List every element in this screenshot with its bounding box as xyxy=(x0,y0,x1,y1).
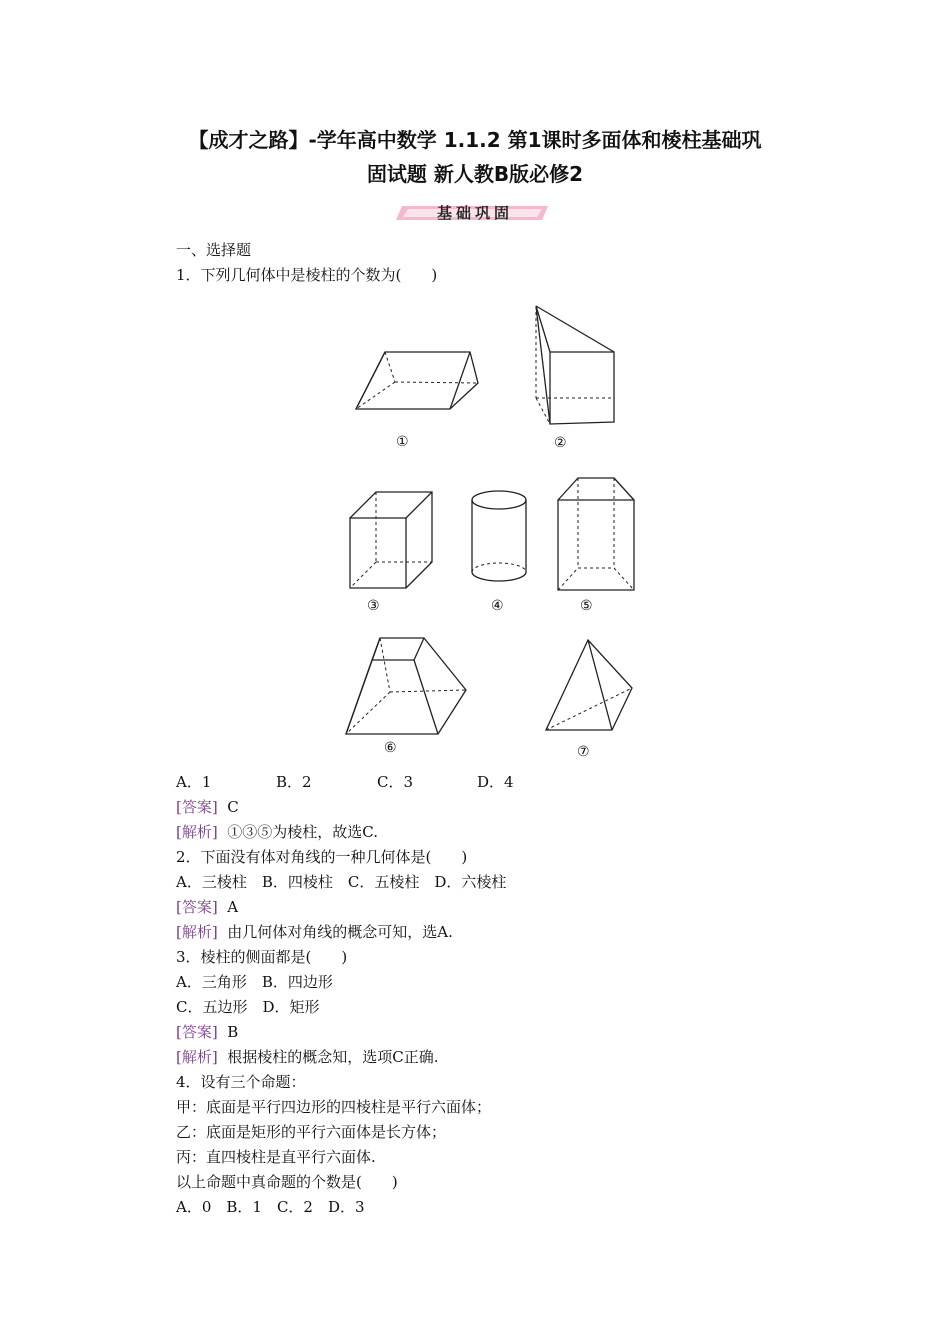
figure-3-caption: ③ xyxy=(367,598,380,614)
analysis-tag: [解析] xyxy=(176,923,218,941)
analysis-text: 由几何体对角线的概念可知，选A. xyxy=(227,923,453,941)
figure-3-box xyxy=(344,488,436,594)
q1-option-a: A．1 xyxy=(176,773,212,791)
answer-value: A xyxy=(227,898,239,916)
figure-6-frustum xyxy=(342,634,470,738)
figure-4-caption: ④ xyxy=(491,598,504,614)
q3-analysis xyxy=(176,1047,439,1067)
analysis-tag: [解析] xyxy=(176,1048,218,1066)
q3-stem: 3．棱柱的侧面都是( ) xyxy=(176,948,348,966)
q1-stem: 1．下列几何体中是棱柱的个数为( ) xyxy=(176,266,438,284)
q3-answer xyxy=(176,1022,238,1042)
q1-option-b: B．2 xyxy=(276,773,312,791)
figure-4-cylinder xyxy=(468,488,530,588)
figure-2-solid xyxy=(528,302,620,430)
figure-5-prism xyxy=(554,474,638,596)
q1-analysis xyxy=(176,822,378,842)
answer-value: B xyxy=(227,1023,239,1041)
q4-proposition-1: 甲：底面是平行四边形的四棱柱是平行六面体； xyxy=(176,1098,492,1116)
q2-analysis xyxy=(176,922,453,942)
section-heading: 一、选择题 xyxy=(176,241,252,259)
figure-1-caption: ① xyxy=(396,434,409,450)
q4-options: A．0 B．1 C．2 D．3 xyxy=(176,1198,365,1216)
analysis-text: 根据棱柱的概念知，选项C正确. xyxy=(227,1048,439,1066)
figure-7-caption: ⑦ xyxy=(577,744,590,760)
figure-1-oblique-prism xyxy=(350,345,485,415)
q4-proposition-2: 乙：底面是矩形的平行六面体是长方体； xyxy=(176,1123,447,1141)
analysis-tag: [解析] xyxy=(176,823,218,841)
q4-ask: 以上命题中真命题的个数是( ) xyxy=(176,1173,398,1191)
figure-6-caption: ⑥ xyxy=(384,740,397,756)
q3-options-row2: C．五边形 D．矩形 xyxy=(176,998,320,1016)
q4-proposition-3: 丙：直四棱柱是直平行六面体. xyxy=(176,1148,376,1166)
figure-2-caption: ② xyxy=(554,435,567,451)
q2-options: A．三棱柱 B．四棱柱 C．五棱柱 D．六棱柱 xyxy=(176,873,507,891)
answer-tag: [答案] xyxy=(176,1023,218,1041)
figure-5-caption: ⑤ xyxy=(580,598,593,614)
answer-value: C xyxy=(227,798,239,816)
figure-7-tetrahedron xyxy=(542,636,636,734)
doc-title-line1: 【成才之路】-学年高中数学 1.1.2 第1课时多面体和棱柱基础巩 xyxy=(188,128,762,152)
answer-tag: [答案] xyxy=(176,898,218,916)
q1-option-c: C．3 xyxy=(377,773,414,791)
badge-label: 基础巩固 xyxy=(436,204,513,222)
q1-option-d: D．4 xyxy=(477,773,514,791)
answer-tag: [答案] xyxy=(176,798,218,816)
q2-answer xyxy=(176,897,238,917)
q3-options-row1: A．三角形 B．四边形 xyxy=(176,973,333,991)
doc-title-line2: 固试题 新人教B版必修2 xyxy=(366,162,584,186)
q1-answer xyxy=(176,797,239,817)
q4-stem: 4．设有三个命题： xyxy=(176,1073,306,1091)
section-badge xyxy=(396,202,554,224)
analysis-text: ①③⑤为棱柱，故选C. xyxy=(227,823,378,841)
q2-stem: 2．下面没有体对角线的一种几何体是( ) xyxy=(176,848,468,866)
